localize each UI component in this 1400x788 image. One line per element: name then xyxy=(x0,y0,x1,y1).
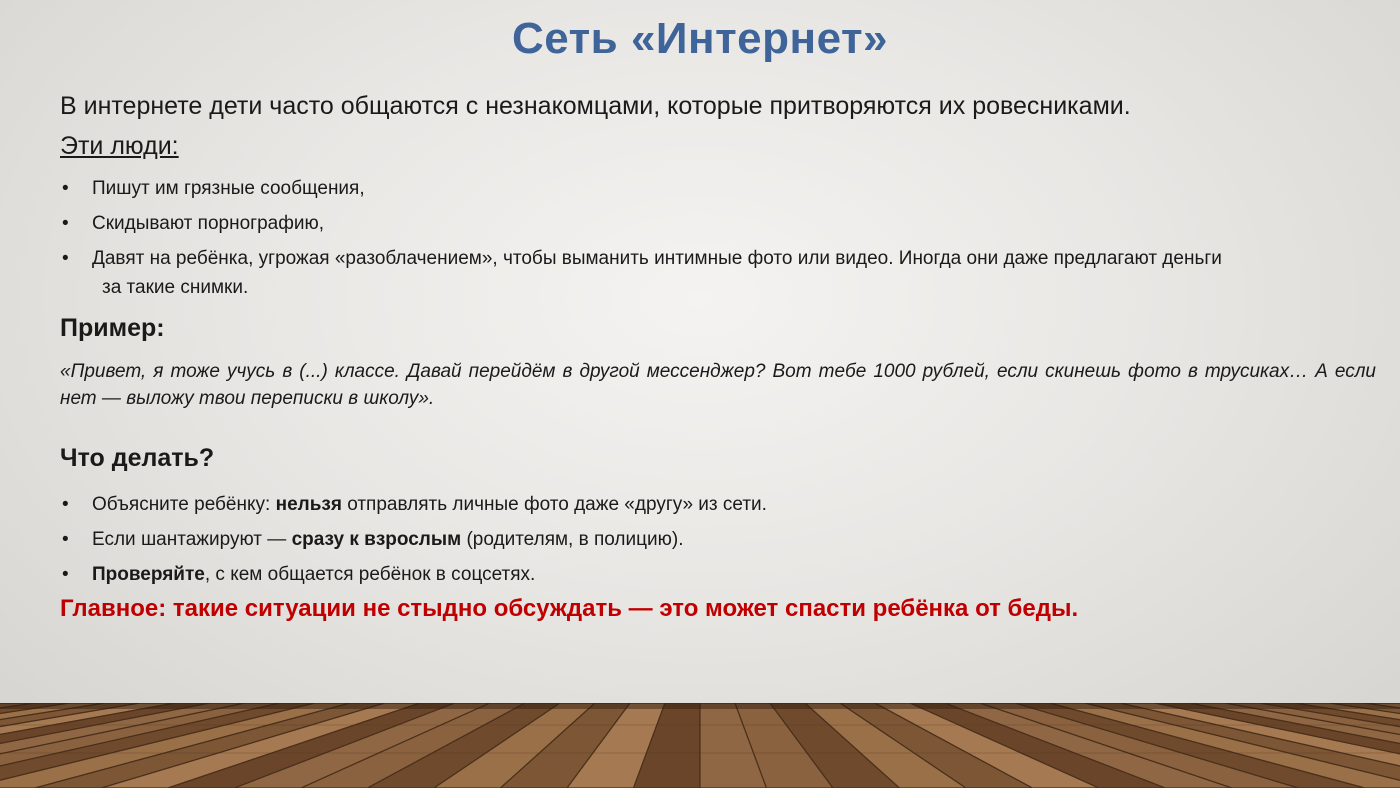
threats-list xyxy=(60,174,1380,308)
action-text: , с кем общается ребёнок в соцсетях. xyxy=(204,564,536,585)
action-emphasis: нельзя xyxy=(275,494,342,515)
actions-list xyxy=(60,490,1380,595)
action-text: отправлять личные фото даже «другу» из сети. xyxy=(341,494,767,515)
list-item-text: Давят на ребёнка, угрожая «разоблачением», чтобы выманить интимные фото или видео. Иногда они даже предлагают деньги xyxy=(92,248,1222,269)
what-to-do-heading: Что делать? xyxy=(60,444,215,472)
slide-title: Сеть «Интернет» xyxy=(511,14,889,63)
action-emphasis: Проверяйте xyxy=(92,564,205,585)
list-item: • Пишут им грязные сообщения, xyxy=(60,174,1380,203)
example-heading: Пример: xyxy=(60,314,165,342)
main-point: Главное: такие ситуации не стыдно обсуждать — это может спасти ребёнка от беды. xyxy=(60,595,1079,622)
list-item: • Скидывают порнографию, xyxy=(60,209,1380,238)
action-text: (родителям, в полицию). xyxy=(461,529,684,550)
list-item xyxy=(60,490,1380,519)
floor-planks xyxy=(0,703,1400,788)
people-heading: Эти люди: xyxy=(60,132,179,160)
list-item xyxy=(60,525,1380,554)
intro-text: В интернете дети часто общаются с незнакомцами, которые притворяются их ровесниками. xyxy=(60,92,1131,120)
action-emphasis: сразу к взрослым xyxy=(291,529,462,550)
example-quote: «Привет, я тоже учусь в (...) классе. Давай перейдём в другой мессенджер? Вот тебе 1000 рублей, если скинешь фото в трусиках… А если нет — выложу твои переписки в школу». xyxy=(60,361,1376,409)
action-text: Объясните ребёнку: xyxy=(92,494,276,515)
action-text: Если шантажируют — xyxy=(92,529,292,550)
floor-edge-shadow xyxy=(0,703,1400,709)
list-item-text-continued: за такие снимки. xyxy=(102,277,249,298)
list-item xyxy=(60,244,1380,302)
wooden-floor xyxy=(0,703,1400,788)
list-item xyxy=(60,560,1380,589)
